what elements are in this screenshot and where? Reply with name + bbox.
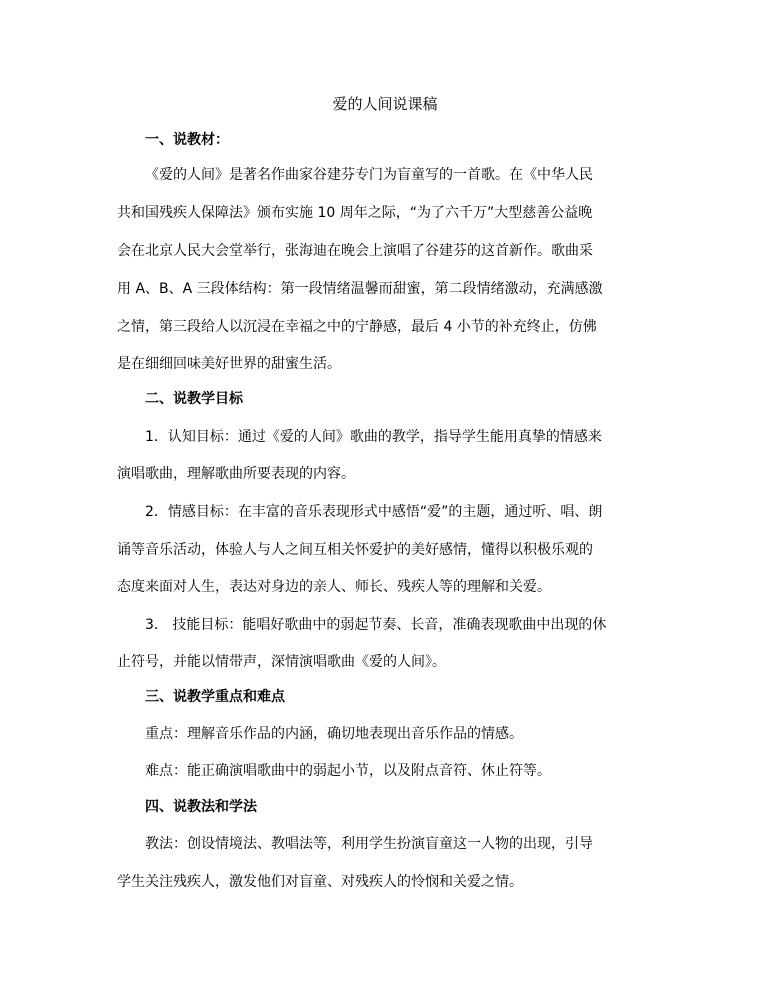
section-heading-2: 二、说教学目标: [145, 391, 243, 407]
document-title: 爱的人间说课稿: [332, 95, 438, 113]
paragraph-line: 共和国残疾人保障法》颁布实施 10 周年之际，“为了六千万”大型慈善公益晚: [117, 205, 593, 221]
paragraph-line: 2．情感目标：在丰富的音乐表现形式中感悟“爱”的主题，通过听、唱、朗: [145, 504, 603, 520]
paragraph-line: 态度来面对人生，表达对身边的亲人、师长、残疾人等的理解和关爱。: [117, 579, 551, 595]
section-heading-1: 一、说教材：: [145, 132, 229, 148]
paragraph-line: 学生关注残疾人，激发他们对盲童、对残疾人的怜悯和关爱之情。: [117, 874, 523, 890]
paragraph-line: 1．认知目标：通过《爱的人间》歌曲的教学，指导学生能用真挚的情感来: [145, 429, 602, 445]
section-heading-3: 三、说教学重点和难点: [145, 689, 285, 705]
paragraph-line: 《爱的人间》是著名作曲家谷建芬专门为盲童写的一首歌。在《中华人民: [145, 167, 593, 183]
paragraph-line: 会在北京人民大会堂举行，张海迪在晚会上演唱了谷建芬的这首新作。歌曲采: [117, 243, 593, 259]
paragraph-line: 用 A、B、A 三段体结构：第一段情绪温馨而甜蜜，第二段情绪激动，充满感激: [117, 281, 603, 297]
paragraph-line: 3． 技能目标：能唱好歌曲中的弱起节奏、长音，准确表现歌曲中出现的休: [145, 617, 607, 633]
paragraph-line: 止符号，并能以情带声，深情演唱歌曲《爱的人间》。: [117, 654, 446, 670]
paragraph-line: 重点：理解音乐作品的内涵，确切地表现出音乐作品的情感。: [145, 726, 523, 742]
paragraph-line: 诵等音乐活动，体验人与人之间互相关怀爱护的美好感情，懂得以积极乐观的: [117, 542, 593, 558]
section-heading-4: 四、说教法和学法: [145, 799, 257, 815]
paragraph-line: 演唱歌曲，理解歌曲所要表现的内容。: [117, 466, 355, 482]
paragraph-line: 难点：能正确演唱歌曲中的弱起小节，以及附点音符、休止符等。: [145, 763, 551, 779]
paragraph-line: 之情，第三段给人以沉浸在幸福之中的宁静感，最后 4 小节的补充终止，仿佛: [117, 319, 597, 335]
paragraph-line: 教法：创设情境法、教唱法等，利用学生扮演盲童这一人物的出现，引导: [145, 836, 593, 852]
paragraph-line: 是在细细回味美好世界的甜蜜生活。: [117, 356, 341, 372]
